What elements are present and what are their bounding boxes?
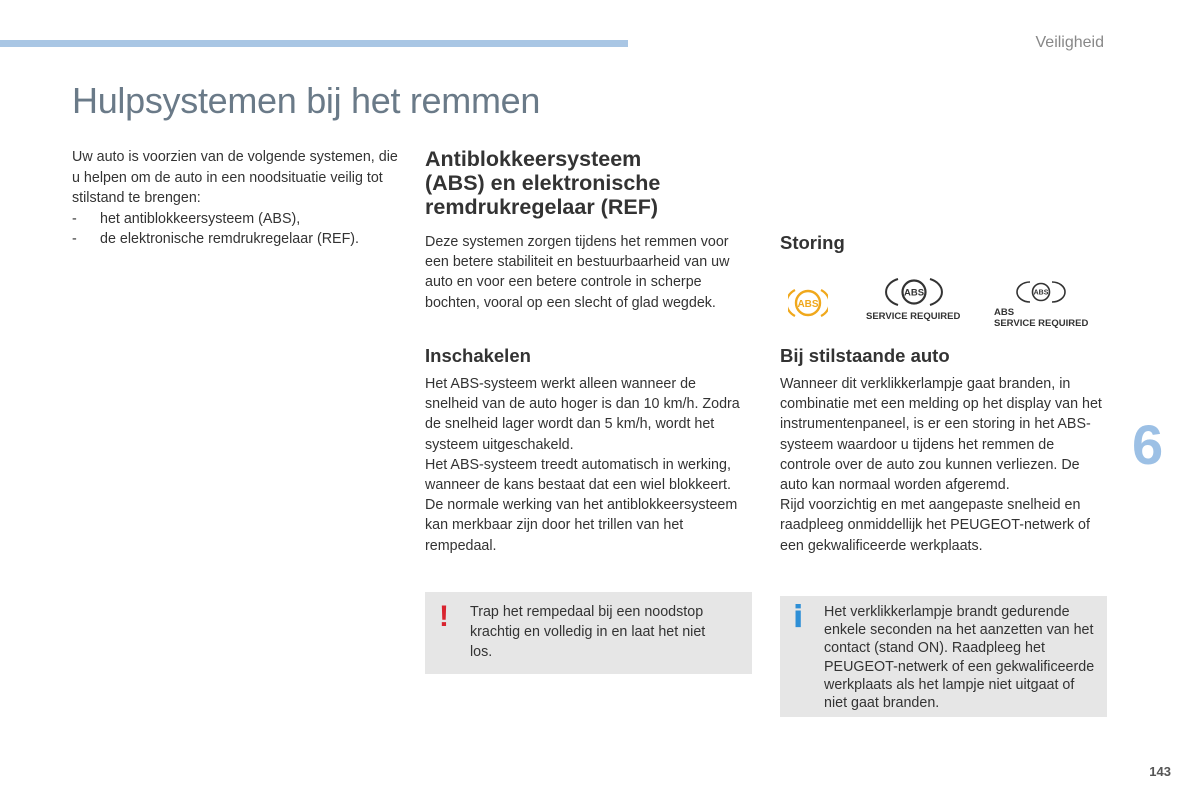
warning-box xyxy=(425,592,752,674)
info-box xyxy=(780,596,1107,717)
chapter-number: 6 xyxy=(1132,413,1164,476)
list-item xyxy=(72,209,407,230)
lamp-label: ABS xyxy=(797,299,819,310)
intro-block xyxy=(72,147,407,250)
page-title: Hulpsystemen bij het remmen xyxy=(72,80,541,121)
stilstaand-text xyxy=(780,374,1108,556)
list-bullet: - xyxy=(72,231,77,247)
list-item-text: de elektronische remdrukregelaar (REF). xyxy=(100,231,360,247)
section-label: Veiligheid xyxy=(1035,34,1104,51)
paragraph: Wanneer dit verklikkerlampje gaat branden, in combinatie met een melding op het display van het instrumentenpaneel, is er een storing in het ABS-systeem waardoor u tijdens het remmen de controle over de auto zou kunnen verliezen. De auto kan normaal worden afgeremd. xyxy=(780,376,1102,494)
paragraph: Het ABS-systeem werkt alleen wanneer de snelheid van de auto hoger is dan 10 km/h. Zodra de snelheid lager wordt dan 5 km/h, wordt het systeem uitgeschakeld. xyxy=(425,376,740,453)
list-bullet: - xyxy=(72,210,77,227)
abs-service-required-small-icon xyxy=(994,280,1092,328)
abs-heading-block xyxy=(425,147,751,219)
list-item-text: het antiblokkeersysteem (ABS), xyxy=(100,210,301,227)
inschakelen-text xyxy=(425,374,751,556)
lamp-label: ABS xyxy=(903,287,925,299)
lamp-caption: SERVICE REQUIRED xyxy=(866,311,961,322)
abs-heading-line: remdrukregelaar (REF) xyxy=(425,195,658,219)
abs-heading-line: (ABS) en elektronische xyxy=(425,171,661,195)
accent-bar xyxy=(0,40,628,47)
paragraph: De normale werking van het antiblokkeersysteem kan merkbaar zijn door het trillen van het rempedaal. xyxy=(425,497,738,554)
intro-list xyxy=(72,209,407,250)
page-number: 143 xyxy=(1149,764,1171,779)
abs-service-required-icon xyxy=(866,276,962,324)
abs-heading xyxy=(425,147,751,219)
warning-icon: ! xyxy=(439,600,449,633)
lamp-caption-line: ABS xyxy=(994,307,1015,318)
abs-description: Deze systemen zorgen tijdens het remmen voor een betere stabiliteit en bestuurbaarheid van uw auto en voor een betere controle in scherpe bochten, vooral op een slecht of glad wegdek. xyxy=(425,234,730,311)
storing-heading: Storing xyxy=(780,232,845,253)
intro-text: Uw auto is voorzien van de volgende systemen, die u helpen om de auto in een noodsituatie veilig tot stilstand te brengen: xyxy=(72,149,398,206)
lamp-label: ABS xyxy=(1033,289,1049,297)
inschakelen-heading: Inschakelen xyxy=(425,345,531,366)
info-text: Het verklikkerlampje brandt gedurende enkele seconden na het aanzetten van het contact (stand ON). Raadpleeg het PEUGEOT-netwerk of een gekwalificeerde werkplaats als het lampje niet uitgaat of niet gaat branden. xyxy=(824,604,1095,712)
list-item xyxy=(72,229,407,250)
abs-amber-lamp-icon xyxy=(788,285,828,321)
stilstaand-heading: Bij stilstaande auto xyxy=(780,345,950,366)
paragraph: Rijd voorzichtig en met aangepaste snelheid en raadpleeg onmiddellijk het PEUGEOT-netwerk of een gekwalificeerde werkplaats. xyxy=(780,497,1090,554)
info-icon: i xyxy=(793,600,804,635)
lamp-caption-line: SERVICE REQUIRED xyxy=(994,318,1089,329)
paragraph: Het ABS-systeem treedt automatisch in werking, wanneer de kans bestaat dat een wiel blokkeert. xyxy=(425,456,731,494)
lamp-caption xyxy=(994,307,1092,329)
warning-text: Trap het rempedaal bij een noodstop krachtig en volledig in en laat het niet los. xyxy=(470,604,706,661)
abs-heading-line: Antiblokkeersysteem xyxy=(425,147,642,171)
